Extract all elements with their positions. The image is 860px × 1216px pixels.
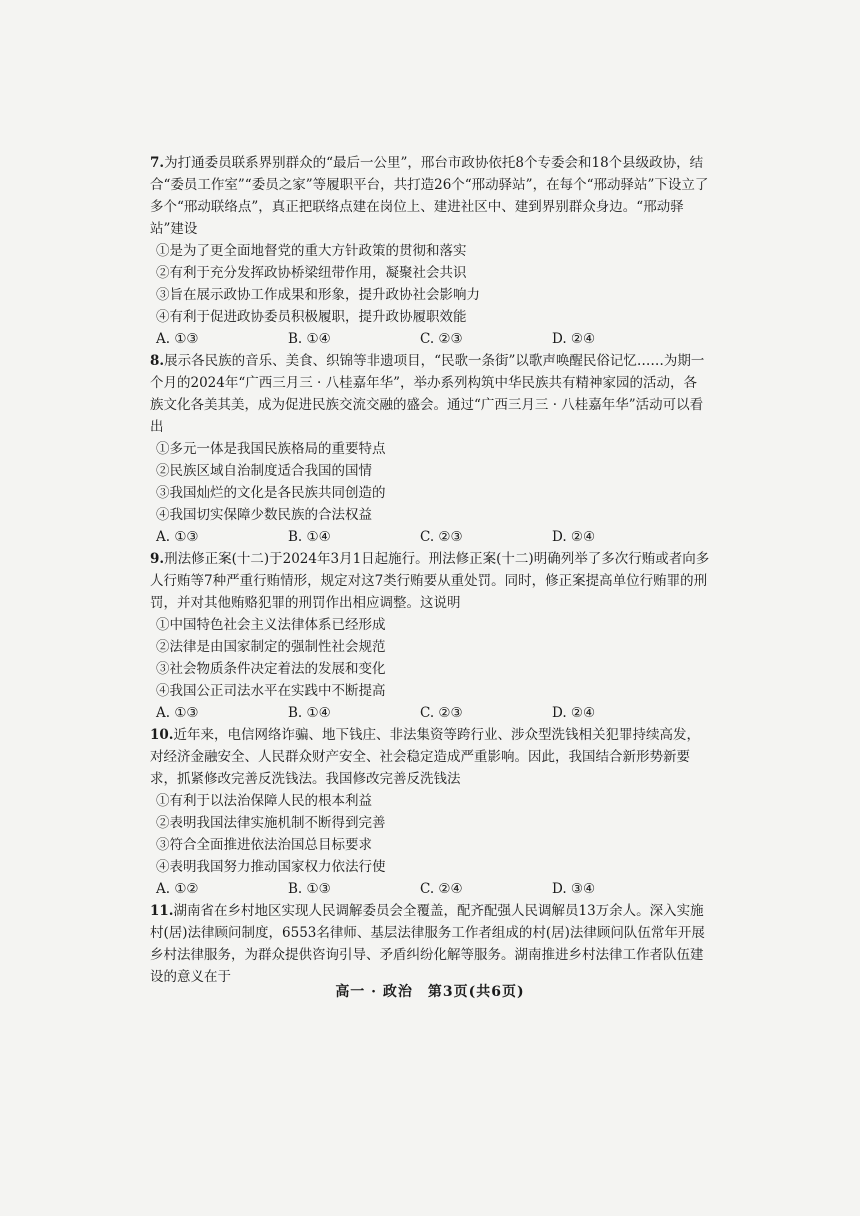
option-d: D. ②④ [552,705,596,721]
statement: ④我国切实保障少数民族的合法权益 [156,507,372,523]
question-number: 8. [150,353,165,369]
statement: ③社会物质条件决定着法的发展和变化 [156,661,386,677]
option-a: A. ①③ [156,331,199,347]
question-stem [150,724,710,790]
question-text: 展示各民族的音乐、美食、织锦等非遗项目，“民歌一条街”以歌声唤醒民俗记忆……为期一个月的2024年“广西三月三 · 八桂嘉年华”，举办系列构筑中华民族共有精神家园的活动，各族文化各美其美，成为促进民族交流交融的盛会。通过“广西三月三 · 八桂嘉年华”活动可以看出 [150,353,705,435]
statement: ②表明我国法律实施机制不断得到完善 [156,815,386,831]
statement: ②有利于充分发挥政协桥梁纽带作用，凝聚社会共识 [156,265,467,281]
statement: ④表明我国努力推动国家权力依法行使 [156,859,386,875]
statement: ①中国特色社会主义法律体系已经形成 [156,617,386,633]
question-10 [150,724,710,900]
statement: ③旨在展示政协工作成果和形象，提升政协社会影响力 [156,287,480,303]
question-number: 9. [150,551,165,567]
option-d: D. ②④ [552,331,596,347]
question-text: 近年来，电信网络诈骗、地下钱庄、非法集资等跨行业、涉众型洗钱相关犯罪持续高发，对经济金融安全、人民群众财产安全、社会稳定造成严重影响。因此，我国结合新形势新要求，抓紧修改完善反洗钱法。我国修改完善反洗钱法 [150,727,700,787]
statement: ④有利于促进政协委员积极履职，提升政协履职效能 [156,309,467,325]
statement: ①有利于以法治保障人民的根本利益 [156,793,372,809]
option-b: B. ①③ [288,881,331,897]
statement: ②法律是由国家制定的强制性社会规范 [156,639,386,655]
question-number: 11. [150,903,174,919]
statement: ①是为了更全面地督党的重大方针政策的贯彻和落实 [156,243,467,259]
option-c: C. ②③ [420,331,463,347]
option-b: B. ①④ [288,705,331,721]
option-a: A. ①② [156,881,199,897]
question-text: 湖南省在乡村地区实现人民调解委员会全覆盖，配齐配强人民调解员13万余人。深入实施村(居)法律顾问制度，6553名律师、基层法律服务工作者组成的村(居)法律顾问队伍常年开展乡村法律服务，为群众提供咨询引导、矛盾纠纷化解等服务。湖南推进乡村法律工作者队伍建设的意义在于 [150,903,705,985]
statement: ①多元一体是我国民族格局的重要特点 [156,441,386,457]
option-c: C. ②④ [420,881,463,897]
answer-options [156,328,710,350]
questions-area [150,152,710,988]
statement: ④我国公正司法水平在实践中不断提高 [156,683,386,699]
statement: ③我国灿烂的文化是各民族共同创造的 [156,485,386,501]
question-8 [150,350,710,548]
question-11 [150,900,710,988]
option-c: C. ②③ [420,529,463,545]
question-stem [150,900,710,988]
answer-options [156,702,710,724]
question-stem [150,350,710,438]
question-7 [150,152,710,350]
answer-options [156,526,710,548]
option-b: B. ①④ [288,331,331,347]
question-text: 刑法修正案(十二)于2024年3月1日起施行。刑法修正案(十二)明确列举了多次行贿或者向多人行贿等7种严重行贿情形，规定对这7类行贿要从重处罚。同时，修正案提高单位行贿罪的刑罚，并对其他贿赂犯罪的刑罚作出相应调整。这说明 [150,551,710,611]
question-number: 10. [150,727,174,743]
statement: ③符合全面推进依法治国总目标要求 [156,837,372,853]
statement: ②民族区域自治制度适合我国的国情 [156,463,372,479]
page-footer: 高一 · 政治 第3页(共6页) [335,984,525,1000]
question-9 [150,548,710,724]
option-d: D. ③④ [552,881,596,897]
question-stem [150,152,710,240]
question-stem [150,548,710,614]
option-b: B. ①④ [288,529,331,545]
option-c: C. ②③ [420,705,463,721]
question-number: 7. [150,155,165,171]
answer-options [156,878,710,900]
option-d: D. ②④ [552,529,596,545]
question-text: 为打通委员联系界别群众的“最后一公里”，邢台市政协依托8个专委会和18个县级政协，结合“委员工作室”“委员之家”等履职平台，共打造26个“邢动驿站”，在每个“邢动驿站”下设立了多个“邢动联络点”，真正把联络点建在岗位上、建进社区中、建到界别群众身边。“邢动驿站”建设 [150,155,709,237]
option-a: A. ①③ [156,705,199,721]
option-a: A. ①③ [156,529,199,545]
